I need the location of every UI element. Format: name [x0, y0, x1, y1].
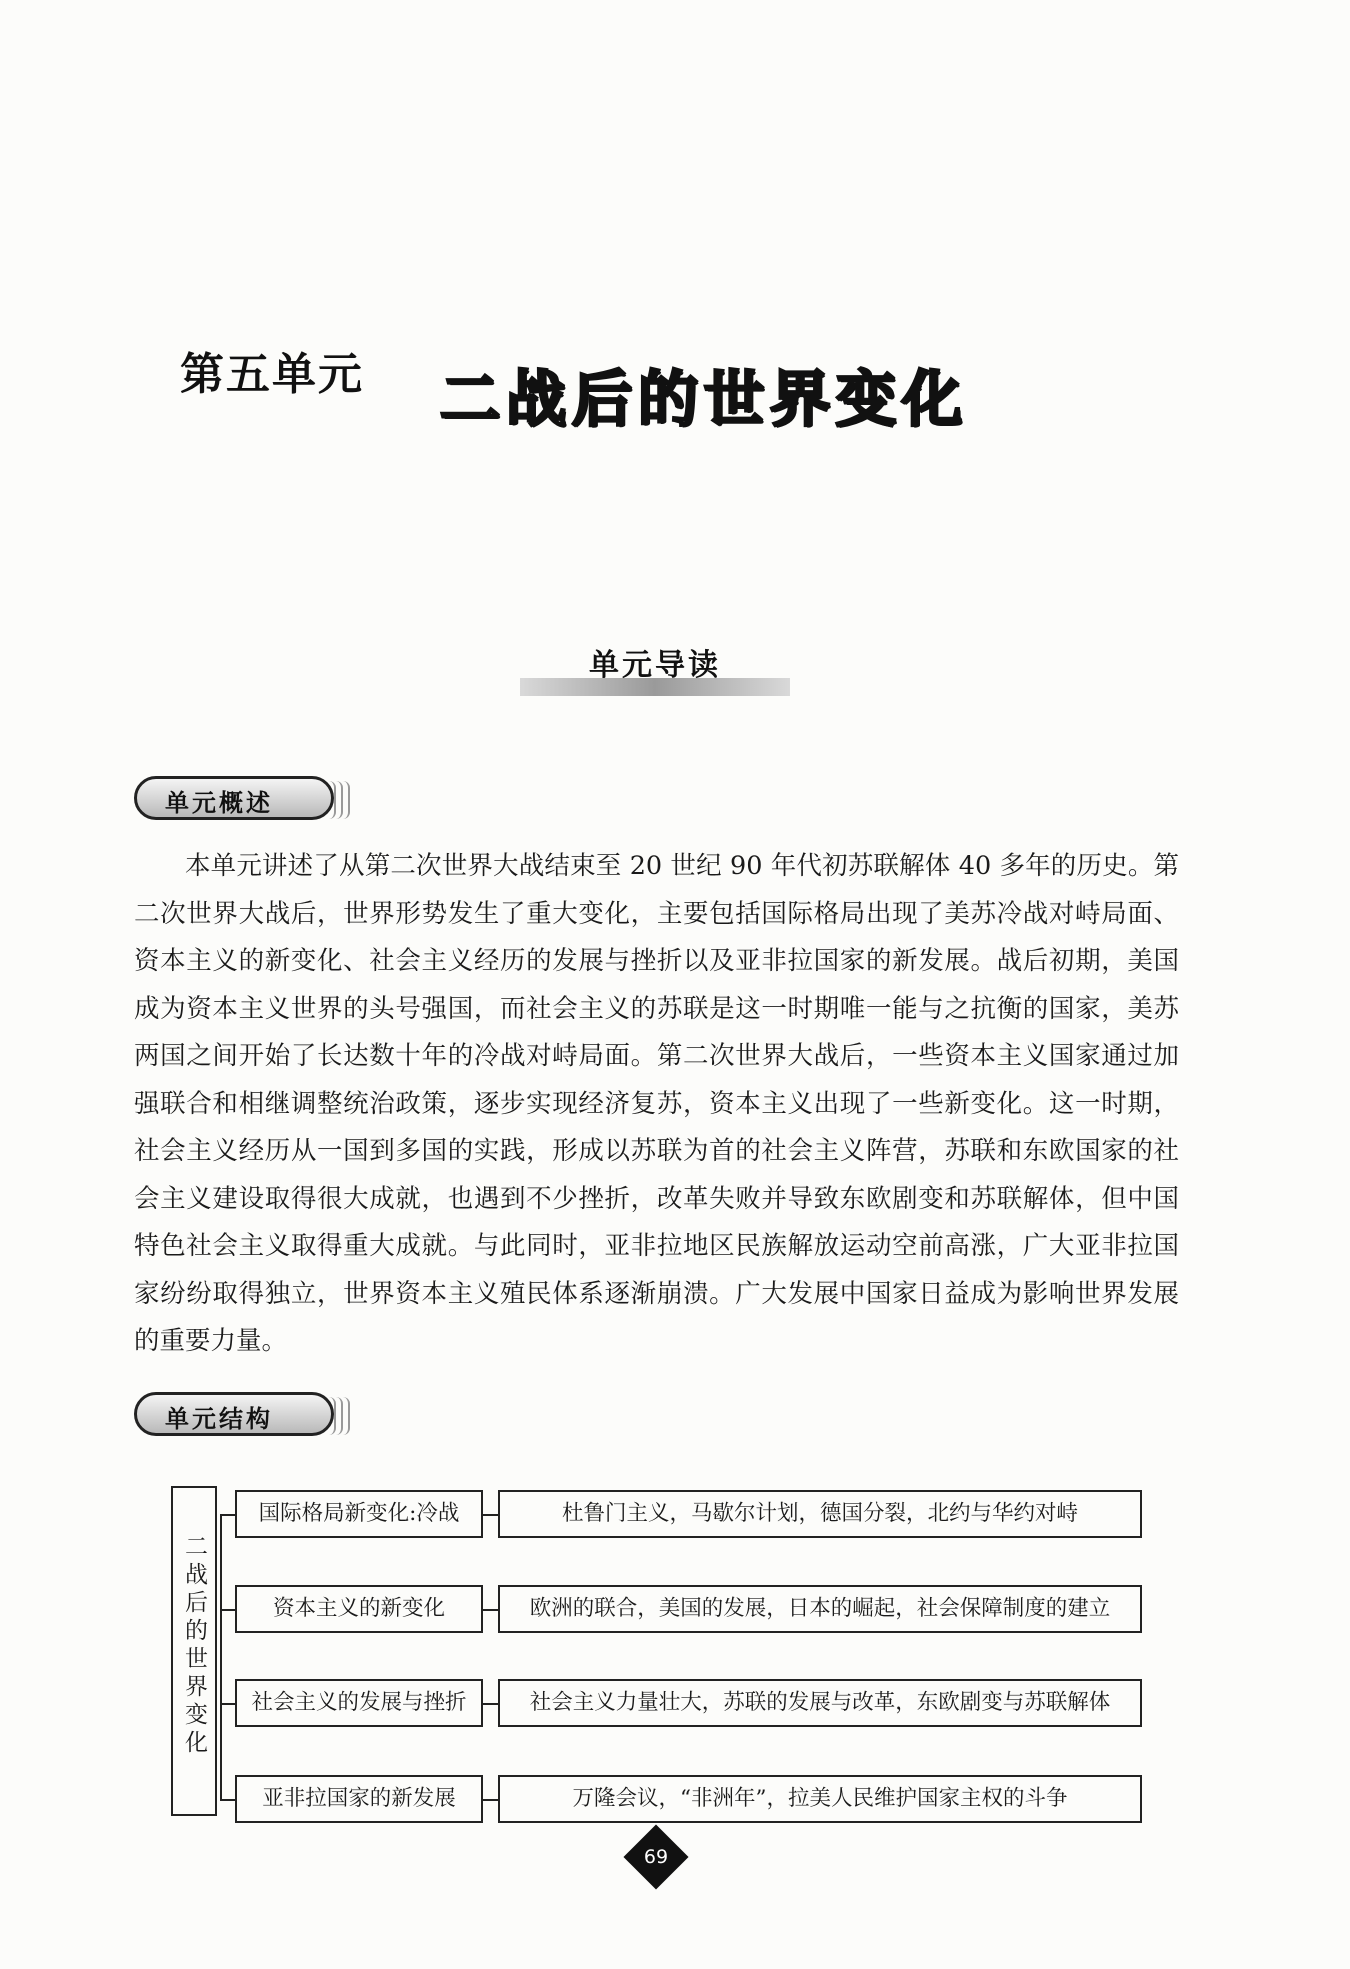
- structure-heading: 单元结构: [165, 1405, 273, 1433]
- diagram-link-line: [483, 1799, 498, 1801]
- diagram-root-box: [171, 1486, 217, 1816]
- overview-heading: 单元概述: [165, 789, 273, 817]
- category-box: 亚非拉国家的新发展: [235, 1775, 483, 1823]
- overview-paragraph: 本单元讲述了从第二次世界大战结束至 20 世纪 90 年代初苏联解体 40 多年的历史。第二次世界大战后，世界形势发生了重大变化，主要包括国际格局出现了美苏冷战对峙局面、资本主义的新变化、社会主义经历的发展与挫折以及亚非拉国家的新发展。战后初期，美国成为资本主义世界的头号强国，而社会主义的苏联是这一时期唯一能与之抗衡的国家，美苏两国之间开始了长达数十年的冷战对峙局面。第二次世界大战后，一些资本主义国家通过加强联合和相继调整统治政策，逐步实现经济复苏，资本主义出现了一些新变化。这一时期，社会主义经历从一国到多国的实践，形成以苏联为首的社会主义阵营，苏联和东欧国家的社会主义建设取得很大成就，也遇到不少挫折，改革失败并导致东欧剧变和苏联解体，但中国特色社会主义取得重大成就。与此同时，亚非拉地区民族解放运动空前高涨，广大亚非拉国家纷纷取得独立，世界资本主义殖民体系逐渐崩溃。广大发展中国家日益成为影响世界发展的重要力量。: [134, 851, 1179, 1356]
- diagram-root-label: 二战后的世界变化: [181, 1534, 207, 1758]
- category-box: 资本主义的新变化: [235, 1585, 483, 1633]
- diagram-branch-line: [220, 1609, 235, 1611]
- diagram-branch-line: [220, 1703, 235, 1705]
- detail-box: 万隆会议，“非洲年”，拉美人民维护国家主权的斗争: [498, 1775, 1142, 1823]
- diagram-branch-line: [220, 1514, 235, 1516]
- guide-title: 单元导读: [589, 648, 721, 683]
- page-number: 69: [643, 1846, 669, 1868]
- detail-box: 杜鲁门主义，马歇尔计划，德国分裂，北约与华约对峙: [498, 1490, 1142, 1538]
- unit-title: 二战后的世界变化: [440, 365, 968, 435]
- detail-box: 社会主义力量壮大，苏联的发展与改革，东欧剧变与苏联解体: [498, 1679, 1142, 1727]
- diagram-spine: [220, 1514, 222, 1801]
- diagram-branch-line: [220, 1799, 235, 1801]
- diagram-link-line: [483, 1703, 498, 1705]
- unit-label: 第五单元: [180, 349, 364, 400]
- detail-box: 欧洲的联合，美国的发展，日本的崛起，社会保障制度的建立: [498, 1585, 1142, 1633]
- category-box: 国际格局新变化:冷战: [235, 1490, 483, 1538]
- category-box: 社会主义的发展与挫折: [235, 1679, 483, 1727]
- diagram-link-line: [483, 1609, 498, 1611]
- diagram-link-line: [483, 1514, 498, 1516]
